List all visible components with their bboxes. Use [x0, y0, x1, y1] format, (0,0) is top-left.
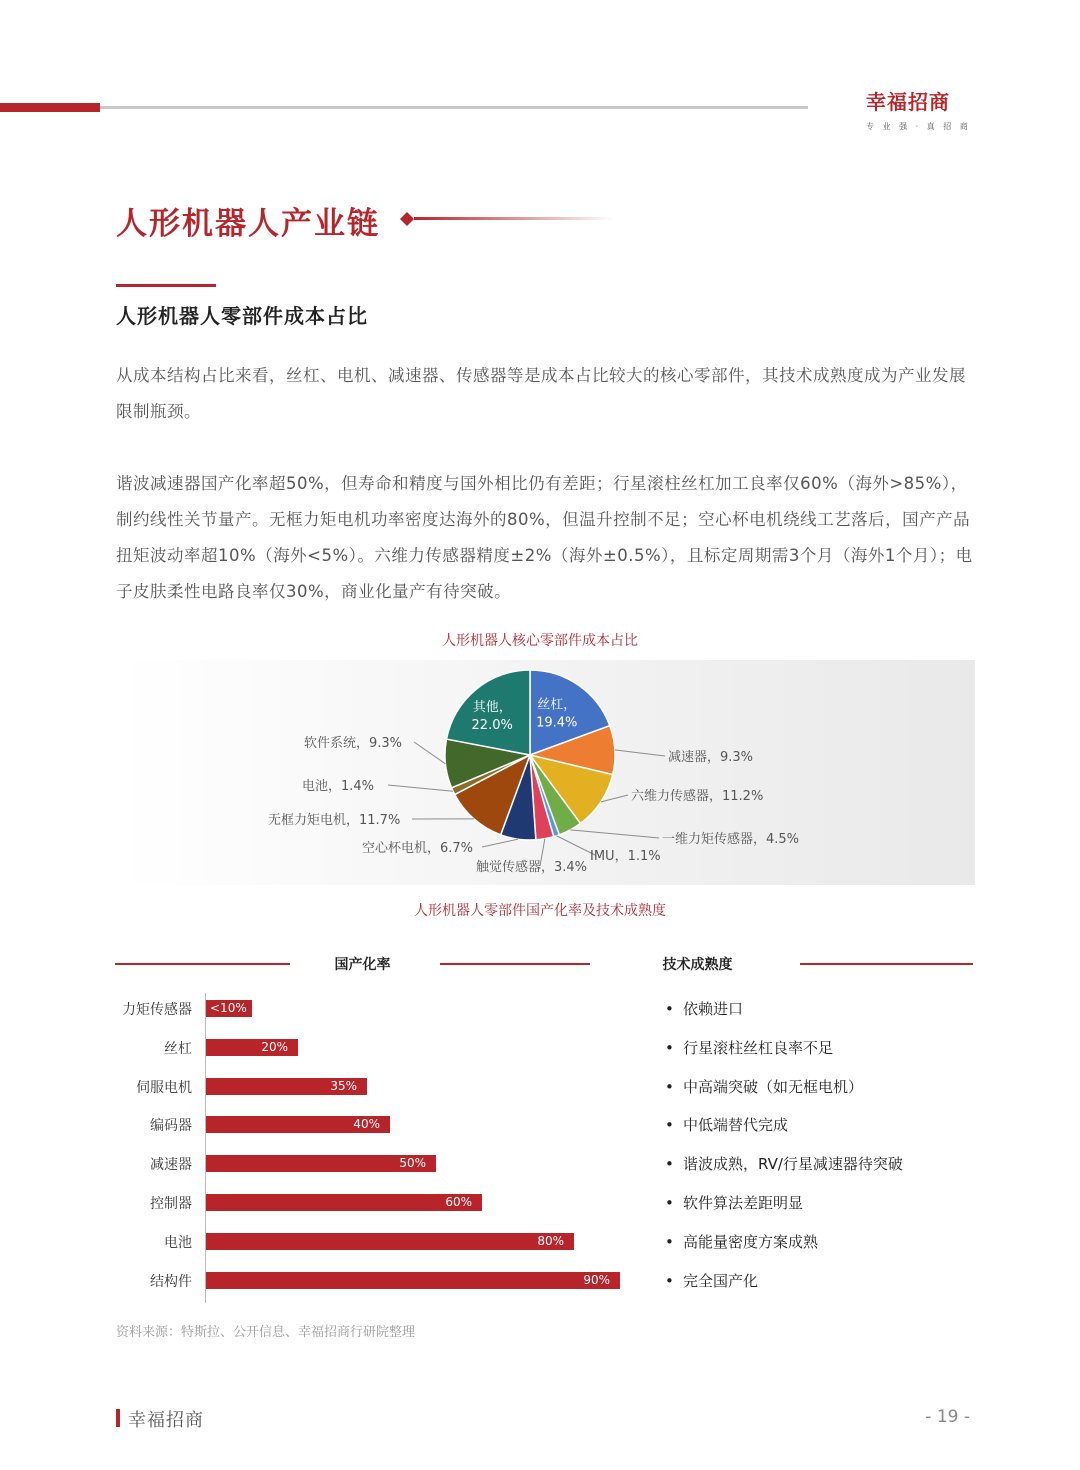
pie-data-label: 减速器，9.3%: [668, 750, 754, 765]
pie-data-label: 电池，1.4%: [302, 779, 375, 794]
footer-accent-bar: [116, 1409, 120, 1427]
maturity-text: 软件算法差距明显: [683, 1194, 804, 1212]
maturity-item: [665, 1114, 788, 1135]
brand-logo: [866, 86, 976, 132]
bar: [206, 1155, 436, 1172]
maturity-text: 依赖进口: [683, 1000, 744, 1018]
header-accent-bar: [0, 103, 100, 112]
maturity-item: [665, 1231, 818, 1252]
bar-category-label: 结构件: [150, 1273, 192, 1290]
maturity-text: 高能量密度方案成熟: [683, 1232, 819, 1251]
maturity-item: [665, 1153, 903, 1174]
subsection-rule: [116, 284, 216, 287]
localization-rate-header: 国产化率: [334, 957, 391, 973]
header-rule: [100, 106, 808, 109]
bar: [206, 1233, 574, 1250]
tech-maturity-header: 技术成熟度: [662, 957, 733, 973]
pie-leader-line: [482, 839, 518, 847]
maturity-item: [665, 1037, 833, 1058]
pie-data-label: 无框力矩电机，11.7%: [268, 813, 401, 828]
pie-leader-line: [388, 785, 453, 791]
bar-value-label: <10%: [210, 1001, 247, 1015]
maturity-item: [665, 1270, 758, 1291]
bullet-icon: •: [665, 1116, 674, 1135]
pie-data-label: 一维力矩传感器，4.5%: [662, 832, 800, 847]
bullet-icon: •: [665, 1000, 674, 1018]
maturity-item: [665, 998, 743, 1019]
pie-leader-line: [570, 830, 659, 838]
bar: [206, 1039, 298, 1056]
bar-category-label: 减速器: [150, 1157, 192, 1174]
body-paragraph: 从成本结构占比来看，丝杠、电机、减速器、传感器等是成本占比较大的核心零部件，其技术成熟度成为产业发展限制瓶颈。: [116, 366, 966, 421]
bar: [206, 1272, 620, 1289]
subsection-title: 人形机器人零部件成本占比: [116, 304, 368, 328]
pie-data-label: 19.4%: [536, 715, 578, 731]
bullet-icon: •: [665, 1271, 674, 1290]
pie-data-label: 丝杠，: [537, 697, 577, 713]
body-paragraph: 谐波减速器国产化率超50%，但寿命和精度与国外相比仍有差距；行星滚柱丝杠加工良率仅60%（海外>85%），制约线性关节量产。无框力矩电机功率密度达海外的80%，但温升控制不足；空心杯电机绕线工艺落后，国产产品扭矩波动率超10%（海外<5%）。六维力传感器精度±2%（海外±0.5%），且标定周期需3个月（海外1个月）；电子皮肤柔性电路良率仅30%，商业化量产有待突破。: [116, 474, 973, 601]
bullet-icon: •: [665, 1038, 674, 1057]
bullet-icon: •: [665, 1232, 674, 1251]
pie-chart: [0, 660, 1080, 890]
bullet-icon: •: [665, 1155, 674, 1174]
maturity-item: [665, 1076, 863, 1097]
bar: [206, 1078, 367, 1095]
pie-data-label: IMU，1.1%: [590, 849, 661, 864]
bar: [206, 1000, 252, 1017]
bullet-icon: •: [665, 1194, 674, 1212]
brand-slogan: 专 业 强 · 真 招 商: [866, 122, 971, 131]
header-divider: [800, 963, 973, 965]
bar-category-label: 力矩传感器: [122, 1002, 192, 1018]
footer-brand: 幸福招商: [128, 1410, 204, 1431]
pie-leader-line: [615, 750, 665, 756]
pie-data-label: 触觉传感器，3.4%: [476, 860, 588, 875]
pie-data-label: 其他，: [472, 699, 512, 715]
header-divider: [440, 963, 590, 965]
maturity-text: 谐波成熟，RV/行星减速器待突破: [683, 1155, 903, 1174]
bar: [206, 1194, 482, 1211]
bar-value-label: 90%: [583, 1272, 610, 1287]
maturity-text: 中高端突破（如无框电机）: [683, 1077, 864, 1096]
pie-data-label: 软件系统，9.3%: [304, 736, 403, 751]
bar-category-label: 控制器: [150, 1196, 192, 1212]
bar-category-label: 编码器: [150, 1118, 192, 1135]
maturity-text: 行星滚柱丝杠良率不足: [683, 1038, 834, 1057]
bullet-icon: •: [665, 1077, 674, 1096]
bar-value-label: 80%: [537, 1233, 564, 1248]
bar-value-label: 50%: [399, 1156, 426, 1171]
bar: [206, 1116, 390, 1133]
section-title: 人形机器人产业链: [116, 206, 380, 242]
bar-value-label: 20%: [261, 1039, 288, 1054]
pie-data-label: 22.0%: [471, 717, 513, 733]
source-note: 资料来源：特斯拉、公开信息、幸福招商行研院整理: [116, 1325, 416, 1340]
pie-data-label: 空心杯电机，6.7%: [362, 841, 474, 856]
bar-category-label: 丝杠: [164, 1040, 192, 1057]
bar-value-label: 60%: [445, 1195, 472, 1209]
maturity-text: 完全国产化: [683, 1271, 759, 1290]
title-diamond-icon: [398, 208, 618, 230]
maturity-item: [665, 1192, 803, 1213]
bar-value-label: 35%: [330, 1078, 357, 1093]
header-divider: [115, 963, 290, 965]
page-number: - 19 -: [925, 1407, 970, 1427]
bar-chart-title: 人形机器人零部件国产化率及技术成熟度: [414, 903, 666, 919]
bar-value-label: 40%: [353, 1117, 380, 1132]
pie-data-label: 六维力传感器，11.2%: [631, 789, 764, 804]
bar-category-label: 伺服电机: [136, 1079, 192, 1096]
pie-chart-title: 人形机器人核心零部件成本占比: [442, 633, 638, 649]
maturity-text: 中低端替代完成: [683, 1116, 789, 1135]
bar-category-label: 电池: [164, 1234, 192, 1251]
pie-leader-line: [414, 742, 445, 764]
brand-name: 幸福招商: [866, 90, 950, 114]
